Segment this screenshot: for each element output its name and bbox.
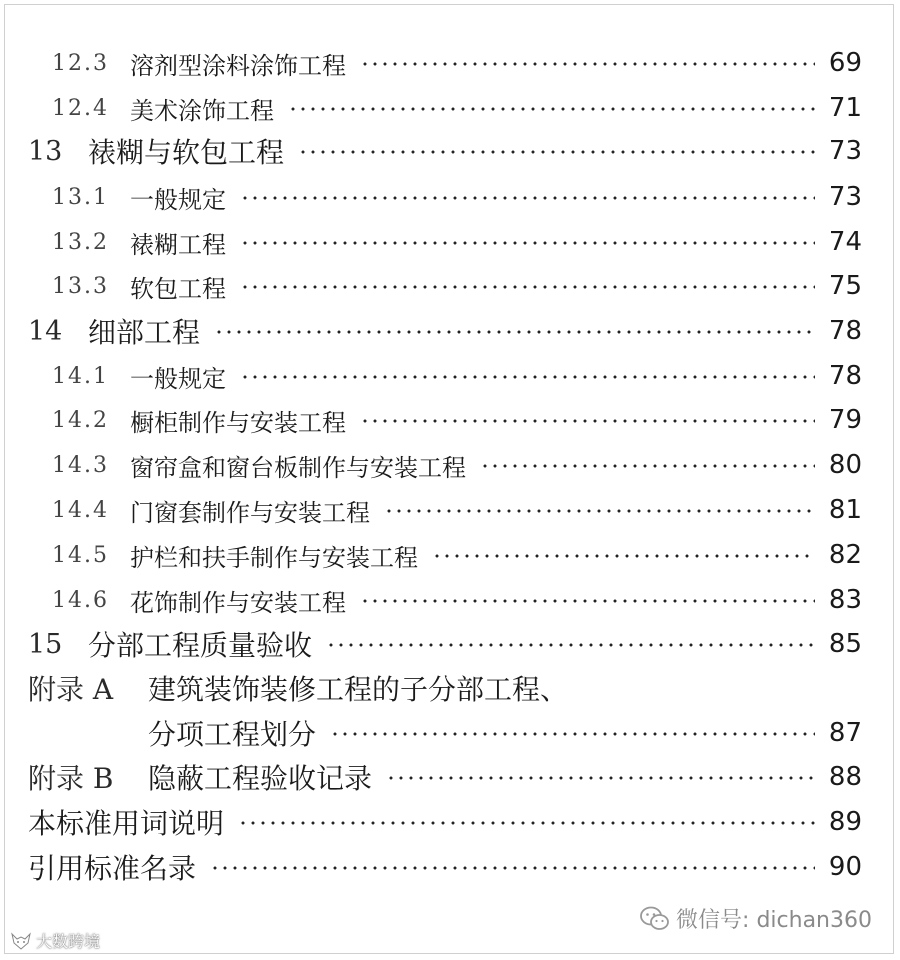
toc-entry-title: 细部工程 [88,316,201,349]
toc-entry [0,43,900,83]
toc-page-number: 90 [828,852,862,882]
toc-leader-dots [214,329,815,335]
toc-page-number: 88 [828,762,862,792]
toc-entry-number: 12.3 [52,50,109,76]
toc-entry-title: 花饰制作与安装工程 [130,588,346,617]
toc-entry [0,624,900,664]
toc-leader-dots [288,106,815,112]
toc-leader-dots [360,418,815,424]
toc-page-number: 81 [828,495,862,525]
toc-entry-number: 13.3 [52,273,109,299]
toc-entry [0,356,900,396]
toc-entry [0,847,900,887]
toc-entry [0,757,900,797]
toc-entry-title: 溶剂型涂料涂饰工程 [130,51,346,80]
toc-entry-title: 橱柜制作与安装工程 [130,408,346,437]
toc-leader-dots [384,508,815,514]
toc-entry [0,222,900,262]
wechat-watermark [640,903,872,934]
toc-entry-number: 14.6 [52,587,109,613]
toc-entry [0,177,900,217]
toc-entry-title: 一般规定 [130,364,226,393]
toc-leader-dots [240,284,815,290]
toc-entry-title: 隐蔽工程验收记录 [148,762,373,795]
fox-logo-icon [10,931,32,951]
toc-entry-title: 窗帘盒和窗台板制作与安装工程 [130,453,466,482]
toc-entry [0,266,900,306]
toc-page-number: 83 [828,585,862,615]
toc-page-number: 80 [828,450,862,480]
toc-entry-title: 建筑装饰装修工程的子分部工程、 [148,673,569,706]
toc-entry [0,535,900,575]
toc-page-number: 87 [828,718,862,748]
logo-text: 大数跨境 [36,932,101,951]
toc-page-number: 73 [828,182,862,212]
toc-entry-number: 14.4 [52,497,109,523]
toc-leader-dots [240,240,815,246]
toc-entry-title: 软包工程 [130,274,226,303]
toc-leader-dots [360,598,815,604]
toc-leader-dots [238,820,815,826]
toc-entry-number: 13.1 [52,184,109,210]
toc-entry-number: 14.3 [52,452,109,478]
toc-page-number: 74 [828,227,862,257]
toc-entry [0,713,900,753]
toc-entry [0,445,900,485]
toc-entry-number: 13 [28,135,63,167]
toc-leader-dots [210,865,815,871]
toc-leader-dots [240,374,815,380]
toc-entry [0,400,900,440]
toc-entry-number: 附录 B [28,762,114,795]
toc-leader-dots [432,553,815,559]
toc-entry-number: 附录 A [28,673,114,706]
toc-entry-title: 裱糊与软包工程 [88,136,285,169]
toc-leader-dots [326,642,815,648]
toc-entry-title: 一般规定 [130,185,226,214]
toc-leader-dots [386,775,815,781]
toc-entry [0,668,900,708]
toc-entry-title: 分部工程质量验收 [88,629,313,662]
toc-leader-dots [360,61,815,67]
source-logo [10,929,100,952]
wechat-icon [640,906,670,932]
toc-entry [0,802,900,842]
toc-entry-title: 本标准用词说明 [28,807,225,840]
toc-entry-title: 引用标准名录 [28,852,197,885]
toc-entry-title: 分项工程划分 [148,718,317,751]
toc-page-number: 78 [828,316,862,346]
toc-page-number: 78 [828,361,862,391]
toc-page-number: 89 [828,807,862,837]
toc-page-number: 69 [828,48,862,78]
toc-entry-number: 14.1 [52,363,109,389]
toc-entry-number: 14 [28,315,63,347]
toc-entry-number: 14.5 [52,542,109,568]
toc-leader-dots [298,149,815,155]
toc-entry [0,131,900,171]
toc-entry-title: 美术涂饰工程 [130,96,274,125]
toc-entry-number: 15 [28,628,63,660]
toc-page-number: 73 [828,136,862,166]
toc-entry [0,580,900,620]
toc-page-number: 82 [828,540,862,570]
toc-leader-dots [240,195,815,201]
toc-entry-number: 12.4 [52,95,109,121]
toc-entry-title: 护栏和扶手制作与安装工程 [130,543,418,572]
toc-page-number: 79 [828,405,862,435]
watermark-text: 微信号: dichan360 [676,908,872,933]
toc-entry [0,490,900,530]
toc-page-number: 71 [828,93,862,123]
toc-page-number: 75 [828,271,862,301]
toc-leader-dots [480,463,815,469]
toc-page-number: 85 [828,629,862,659]
toc-entry [0,311,900,351]
toc-entry-number: 14.2 [52,407,109,433]
toc-entry-number: 13.2 [52,229,109,255]
toc-entry-title: 裱糊工程 [130,230,226,259]
toc-entry [0,88,900,128]
toc-leader-dots [330,731,815,737]
toc-entry-title: 门窗套制作与安装工程 [130,498,370,527]
